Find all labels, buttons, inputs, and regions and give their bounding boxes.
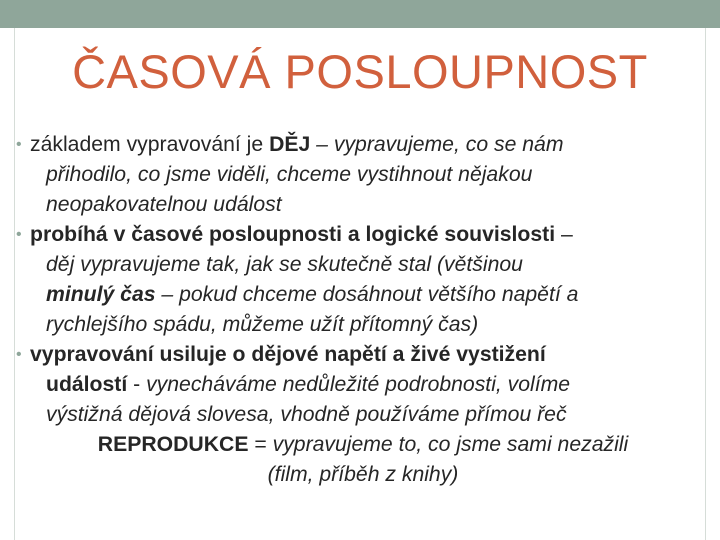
bullet-1-line-2: přihodilo, co jsme viděli, chceme vystihnout nějakou <box>46 163 533 186</box>
footer-italic-text: vypravujeme to, co jsme sami nezažili <box>272 433 629 456</box>
bullet-2-bold-text: probíhá v časové posloupnosti a logické souvislosti <box>30 223 556 246</box>
bullet-3-line-2 <box>30 370 706 400</box>
bullet-item-2 <box>16 220 706 340</box>
right-border <box>705 28 720 540</box>
footer-keyword: REPRODUKCE <box>97 433 249 456</box>
bullet-dot-icon: • <box>16 136 22 153</box>
bullet-2-italic-text: – pokud chceme dosáhnout většího napětí a <box>155 283 579 306</box>
footer-line-2: (film, příběh z knihy) <box>267 463 459 486</box>
bullet-3-line-1: vypravování usiluje o dějové napětí a živé vystižení <box>30 343 546 366</box>
footer-line-1 <box>16 430 706 460</box>
bullet-2-keyword: minulý čas <box>46 283 156 306</box>
bullet-2-line-4: rychlejšího spádu, můžeme užít přítomný čas) <box>46 313 479 336</box>
bullet-2-dash: – <box>555 223 573 246</box>
bullet-3-italic-text: vynecháváme nedůležité podrobnosti, volíme <box>146 373 571 396</box>
bullet-2-line-3 <box>30 280 706 310</box>
top-decorative-bar <box>0 0 720 28</box>
footer-equals: = <box>248 433 273 456</box>
bullet-2-line-1 <box>30 220 706 250</box>
bullet-1-line-1 <box>30 130 706 160</box>
bullet-item-1 <box>16 130 706 220</box>
slide-body <box>16 130 706 490</box>
bullet-3-line-3: výstižná dějová slovesa, vhodně používáme přímou řeč <box>46 403 567 426</box>
left-border <box>0 28 15 540</box>
bullet-dot-icon: • <box>16 226 22 243</box>
bullet-dot-icon: • <box>16 346 22 363</box>
bullet-1-line-3: neopakovatelnou událost <box>46 193 282 216</box>
slide-title: ČASOVÁ POSLOUPNOST <box>72 45 648 98</box>
bullet-item-3 <box>16 340 706 430</box>
bullet-1-text: základem vypravování je <box>30 133 270 156</box>
bullet-1-italic-text: – vypravujeme, co se nám <box>310 133 564 156</box>
bullet-3-keyword: událostí <box>46 373 128 396</box>
bullet-2-line-2: děj vypravujeme tak, jak se skutečně stal (většinou <box>46 253 523 276</box>
bullet-3-separator: - <box>127 373 147 396</box>
bullet-1-keyword: DĚJ <box>269 133 311 156</box>
